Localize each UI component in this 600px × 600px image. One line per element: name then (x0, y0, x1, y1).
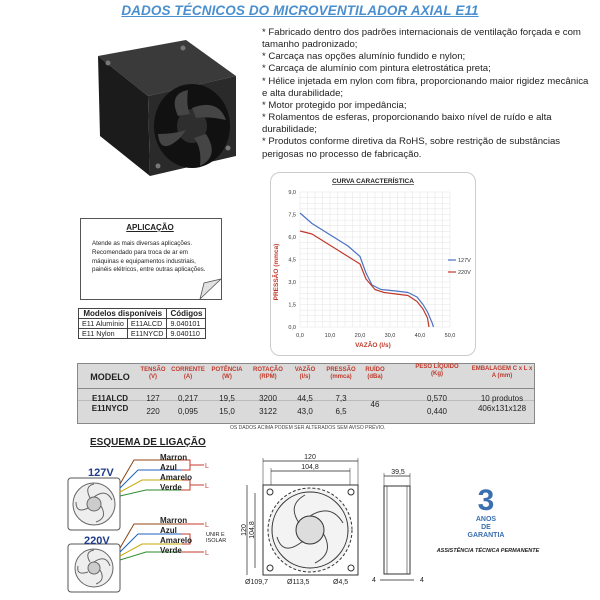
dim-diameter-2: Ø113,5 (287, 579, 310, 586)
join-insulate-note: UNIR E ISOLAR (206, 532, 227, 544)
x-tick-label: 50,0 (444, 333, 456, 339)
y-tick-label: 9,0 (288, 190, 296, 196)
side-dimension-drawing (370, 468, 440, 586)
y-tick-label: 3,0 (288, 280, 296, 286)
spec-value: 6,5 (335, 407, 347, 416)
spec-value: 0,217 (177, 394, 199, 403)
disclaimer-note: OS DADOS ACIMA PODEM SER ALTERADOS SEM AVISO PRÉVIO. (230, 425, 386, 431)
guarantee-subtitle: ASSISTÊNCIA TÉCNICA PERMANENTE (436, 548, 540, 554)
dim-diameter-1: Ø109,7 (245, 579, 268, 586)
noise-value: 46 (370, 400, 380, 409)
wire-label: Azul (160, 463, 177, 472)
spec-value: 0,095 (177, 407, 199, 416)
wire-label: Verde (160, 483, 182, 492)
spec-value: 7,3 (335, 394, 347, 403)
weight-value: 0,440 (426, 407, 448, 416)
feature-item: * Fabricado dentro dos padrões internacionais de ventilação forçada e com tamanho padronizado; (262, 27, 581, 51)
dim-height: 120 (241, 524, 248, 536)
wire-label: Verde (160, 546, 182, 555)
model-name: E11 Nylon (79, 329, 128, 339)
dim-diameter-3: Ø4,5 (333, 579, 349, 586)
document-title: DADOS TÉCNICOS DO MICROVENTILADOR AXIAL E11 (121, 3, 479, 18)
x-tick-label: 40,0 (414, 333, 426, 339)
line-label: L (205, 522, 209, 529)
series-line-220V (300, 231, 429, 327)
page-fold-icon (200, 279, 221, 299)
spec-value: 43,0 (297, 407, 313, 416)
legend-label: 127V (458, 258, 471, 264)
weight-value: 0,570 (426, 394, 448, 403)
spec-header: TENSÃO (V) (140, 367, 166, 380)
x-tick-label: 20,0 (354, 333, 366, 339)
performance-chart (270, 172, 476, 356)
spec-header: CORRENTE (A) (171, 367, 205, 380)
chart-title: CURVA CARACTERÍSTICA (332, 178, 414, 185)
spec-header: POTÊNCIA (W) (211, 367, 243, 380)
x-axis-label: VAZÃO (l/s) (355, 342, 391, 349)
application-title: APLICAÇÃO (126, 223, 174, 232)
x-tick-label: 10,0 (324, 333, 336, 339)
wire-label: Amarelo (160, 473, 193, 482)
model-code: E11NYCD (127, 329, 167, 339)
model-code: E11ALCD (127, 319, 167, 329)
feature-item: * Rolamentos de esferas, proporcionando baixo nível de ruído e alta durabilidade; (262, 112, 552, 136)
specs-table (77, 363, 535, 424)
spec-value: 19,5 (219, 394, 235, 403)
line-label: L (205, 550, 209, 557)
voltage-127: 127V (88, 467, 114, 479)
models-header: Modelos disponíveis (79, 309, 167, 319)
y-tick-label: 4,5 (288, 257, 296, 264)
line-label: L (205, 483, 209, 490)
wire-label: Marron (160, 516, 188, 525)
spec-header: PRESSÃO (mmca) (326, 367, 356, 380)
table-row (79, 329, 206, 339)
dim-height-inner: 104,8 (249, 521, 256, 539)
model-name: E11 Alumínio (79, 319, 128, 329)
spec-value: 15,0 (219, 407, 235, 416)
guarantee-line: GARANTIA (467, 532, 505, 539)
dim-depth: 39,5 (391, 469, 405, 476)
model-number: 9.040110 (167, 329, 206, 339)
guarantee-line: ANOS (475, 516, 497, 523)
guarantee-years: 3 (477, 484, 495, 517)
spec-value: 3200 (259, 394, 277, 403)
fan-photo (88, 38, 238, 178)
spec-header: PESO LÍQUIDO (Kg) (415, 364, 459, 377)
spec-header: RUÍDO (dBa) (365, 367, 385, 380)
guarantee-badge (456, 486, 516, 540)
line-label: L (205, 463, 209, 470)
spec-value: 220 (146, 407, 160, 416)
x-tick-label: 30,0 (384, 333, 396, 339)
spec-value: 127 (146, 394, 160, 403)
voltage-220: 220V (84, 535, 110, 547)
feature-list (262, 27, 592, 161)
application-text: Atende as mais diversas aplicações. Recomendado para troca de ar em máquinas e equipamentos industriais, painéis elétricos, entre outras aplicações. (92, 240, 206, 274)
dim-width: 120 (304, 454, 316, 461)
spec-header: EMBALAGEM C x L x A (mm) (471, 366, 533, 379)
package-value: 406x131x128 (477, 404, 527, 413)
y-tick-label: 1,5 (288, 302, 296, 309)
dim-width-inner: 104,8 (301, 464, 319, 471)
model-code: E11ALCD (91, 394, 128, 403)
feature-item: * Motor protegido por impedância; (262, 99, 407, 111)
model-header: MODELO (90, 372, 130, 382)
feature-item: * Hélice injetada em nylon com fibra, proporcionando maior rigidez mecânica e alta durabilidade; (262, 75, 589, 99)
table-row (79, 319, 206, 329)
dim-flange-1: 4 (372, 577, 376, 584)
model-number: 9.040101 (167, 319, 206, 329)
wire-label: Marron (160, 453, 188, 462)
feature-item: * Carcaça nas opções alumínio fundido e nylon; (262, 51, 466, 63)
models-table (78, 308, 206, 339)
package-value: 10 produtos (480, 394, 524, 403)
y-tick-label: 6,0 (288, 235, 296, 241)
spec-header: VAZÃO (l/s) (294, 367, 316, 380)
spec-value: 3122 (259, 407, 277, 416)
model-code: E11NYCD (91, 404, 129, 413)
feature-item: * Produtos conforme diretiva da RoHS, sobre restrição de substâncias perigosas no processo de fabricação. (262, 136, 561, 160)
dim-flange-2: 4 (420, 577, 424, 584)
wire-label: Amarelo (160, 536, 193, 545)
spec-header: ROTAÇÃO (RPM) (253, 367, 283, 380)
wire-label: Azul (160, 526, 177, 535)
guarantee-line: DE (481, 524, 491, 531)
y-axis-label: PRESSÃO (mmca) (273, 243, 280, 301)
wiring-title: ESQUEMA DE LIGAÇÃO (90, 437, 206, 448)
y-tick-label: 0,0 (288, 325, 296, 331)
x-tick-label: 0,0 (296, 333, 304, 339)
legend-label: 220V (458, 270, 471, 276)
y-tick-label: 7,5 (288, 212, 296, 219)
spec-value: 44,5 (297, 394, 313, 403)
codes-header: Códigos (167, 309, 206, 319)
front-dimension-drawing (243, 453, 373, 587)
feature-item: * Carcaça de alumínio com pintura eletrostática preta; (262, 63, 491, 75)
